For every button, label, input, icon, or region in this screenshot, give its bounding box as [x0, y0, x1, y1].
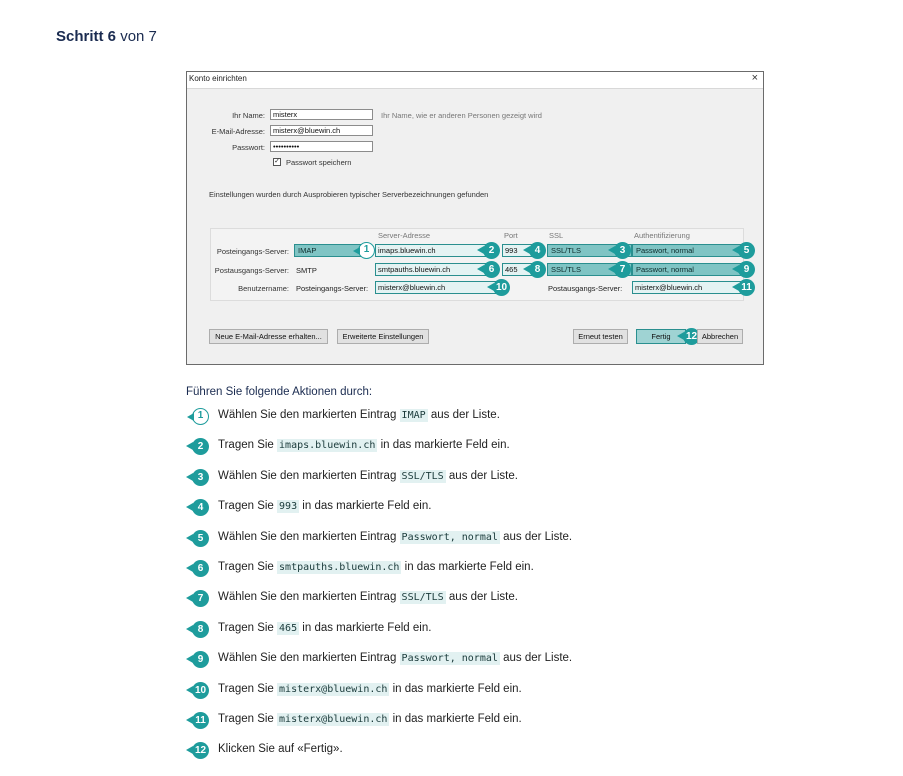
badge-5: 5: [738, 242, 755, 259]
badge-7: 7: [614, 261, 631, 278]
step-code: misterx@bluewin.ch: [279, 714, 388, 725]
step-text-pre: Tragen Sie: [218, 682, 274, 695]
col-server-header: Server-Adresse: [378, 231, 431, 240]
step-text-post: aus der Liste.: [503, 652, 573, 665]
incoming-server-field[interactable]: imaps.bluewin.ch: [375, 244, 492, 257]
step-code: misterx@bluewin.ch: [279, 683, 388, 695]
col-port-header: Port: [504, 231, 518, 240]
step-code: Passwort, normal: [401, 531, 498, 543]
step-text: [218, 591, 518, 603]
outgoing-auth-select[interactable]: Passwort, normal: [632, 263, 744, 276]
step-text: [218, 531, 572, 543]
badge-8: 8: [529, 261, 546, 278]
step-heading: [56, 28, 157, 45]
advanced-settings-button[interactable]: Erweiterte Einstellungen: [337, 329, 429, 344]
username-outgoing-field[interactable]: misterx@bluewin.ch: [632, 281, 744, 294]
username-incoming-label: Posteingangs-Server:: [296, 284, 369, 293]
step-text-post: in das markierte Feld ein.: [392, 713, 522, 725]
step-number-badge: 11: [192, 712, 209, 729]
outgoing-type[interactable]: SMTP: [296, 266, 317, 275]
step-number-badge: 3: [192, 469, 209, 486]
step-number-badge: 4: [192, 499, 209, 516]
step-text: [218, 561, 534, 573]
outgoing-ssl-select[interactable]: SSL/TLS: [547, 263, 632, 276]
save-password-checkbox[interactable]: [273, 158, 281, 166]
step-text: [218, 622, 431, 634]
step-text-pre: Wählen Sie den markierten Eintrag: [218, 591, 397, 604]
step-text-post: aus der Liste.: [448, 591, 518, 604]
found-settings-text: Einstellungen wurden durch Ausprobieren typischer Serverbezeichnungen gefunden: [209, 190, 489, 199]
password-label: Passwort:: [232, 143, 265, 152]
step-text-pre: Wählen Sie den markierten Eintrag: [218, 409, 397, 421]
email-label: E-Mail-Adresse:: [211, 127, 265, 136]
step-text-pre: Wählen Sie den markierten Eintrag: [218, 469, 397, 482]
step-number-badge: 6: [192, 560, 209, 577]
check-icon: ✓: [274, 158, 280, 165]
step-text-post: in das markierte Feld ein.: [380, 439, 510, 452]
save-password-label: Passwort speichern: [286, 158, 352, 167]
step-total: von 7: [120, 28, 157, 45]
username-outgoing-label: Postausgangs-Server:: [548, 284, 623, 293]
step-text-pre: Wählen Sie den markierten Eintrag: [218, 652, 397, 665]
incoming-ssl-select[interactable]: SSL/TLS: [547, 244, 632, 257]
step-text: [218, 652, 572, 664]
badge-12: 12: [683, 328, 700, 345]
badge-1: 1: [358, 242, 375, 259]
outgoing-port-field[interactable]: 465: [502, 263, 542, 276]
instructions-title: Führen Sie folgende Aktionen durch:: [186, 386, 373, 398]
step-text-pre: Tragen Sie: [218, 500, 274, 513]
incoming-auth-select[interactable]: Passwort, normal: [632, 244, 744, 257]
badge-4: 4: [529, 242, 546, 259]
incoming-type-select[interactable]: IMAP: [294, 244, 370, 257]
badge-11: 11: [738, 279, 755, 296]
step-text-pre: Tragen Sie: [218, 561, 274, 573]
step-code: IMAP: [401, 410, 426, 421]
badge-6: 6: [483, 261, 500, 278]
dialog-title: Konto einrichten: [189, 74, 247, 83]
step-text-pre: Tragen Sie: [218, 621, 274, 634]
step-text-pre: Tragen Sie: [218, 713, 274, 725]
step-text: [218, 683, 522, 695]
name-field[interactable]: misterx: [270, 109, 373, 120]
step-text-post: aus der Liste.: [430, 409, 500, 421]
outgoing-server-label: Postausgangs-Server:: [214, 266, 289, 275]
step-code: imaps.bluewin.ch: [279, 440, 376, 452]
step-number-badge: 12: [192, 742, 209, 759]
step-number-badge: 7: [192, 590, 209, 607]
new-address-button[interactable]: Neue E-Mail-Adresse erhalten...: [209, 329, 328, 344]
step-number-badge: 2: [192, 438, 209, 455]
step-text-post: in das markierte Feld ein.: [404, 561, 534, 573]
step-text-post: aus der Liste.: [448, 469, 518, 482]
account-setup-dialog: [186, 71, 764, 365]
password-field[interactable]: ••••••••••: [270, 141, 373, 152]
step-text: [218, 439, 510, 451]
step-code: SSL/TLS: [401, 592, 444, 604]
close-icon[interactable]: ×: [751, 72, 758, 84]
step-text-post: in das markierte Feld ein.: [302, 500, 432, 513]
step-text: [218, 470, 518, 482]
step-text: [218, 743, 343, 755]
step-text-pre: Klicken Sie auf «Fertig».: [218, 743, 343, 756]
done-button[interactable]: Fertig: [636, 329, 686, 344]
step-code: Passwort, normal: [401, 653, 498, 665]
step-text: [218, 500, 431, 512]
email-field[interactable]: misterx@bluewin.ch: [270, 125, 373, 136]
step-text: [218, 409, 500, 421]
col-ssl-header: SSL: [549, 231, 564, 240]
col-auth-header: Authentifizierung: [634, 231, 690, 240]
step-number-badge: 8: [192, 621, 209, 638]
step-code: 993: [279, 501, 298, 513]
outgoing-server-field[interactable]: smtpauths.bluewin.ch: [375, 263, 492, 276]
step-text-post: aus der Liste.: [503, 530, 573, 543]
name-hint: Ihr Name, wie er anderen Personen gezeigt wird: [381, 111, 542, 120]
step-number-badge: 5: [192, 530, 209, 547]
step-number-badge: 9: [192, 651, 209, 668]
step-text-post: in das markierte Feld ein.: [302, 621, 432, 634]
badge-10: 10: [493, 279, 510, 296]
badge-2: 2: [483, 242, 500, 259]
step-number-badge: 10: [192, 682, 209, 699]
step-current: Schritt 6: [56, 28, 117, 45]
badge-9: 9: [738, 261, 755, 278]
badge-3: 3: [614, 242, 631, 259]
step-text-pre: Wählen Sie den markierten Eintrag: [218, 530, 397, 543]
step-number-badge: 1: [192, 408, 209, 425]
cancel-button[interactable]: Abbrechen: [697, 329, 743, 344]
incoming-port-field[interactable]: 993: [502, 244, 542, 257]
step-code: smtpauths.bluewin.ch: [279, 562, 400, 573]
step-code: 465: [279, 622, 298, 634]
dialog-titlebar: [187, 72, 763, 89]
step-text: [218, 713, 522, 725]
step-text-post: in das markierte Feld ein.: [392, 682, 522, 695]
username-label: Benutzername:: [238, 284, 289, 293]
retest-button[interactable]: Erneut testen: [573, 329, 628, 344]
name-label: Ihr Name:: [232, 111, 265, 120]
incoming-server-label: Posteingangs-Server:: [216, 247, 289, 256]
username-incoming-field[interactable]: misterx@bluewin.ch: [375, 281, 500, 294]
step-code: SSL/TLS: [401, 470, 444, 482]
step-text-pre: Tragen Sie: [218, 439, 274, 452]
